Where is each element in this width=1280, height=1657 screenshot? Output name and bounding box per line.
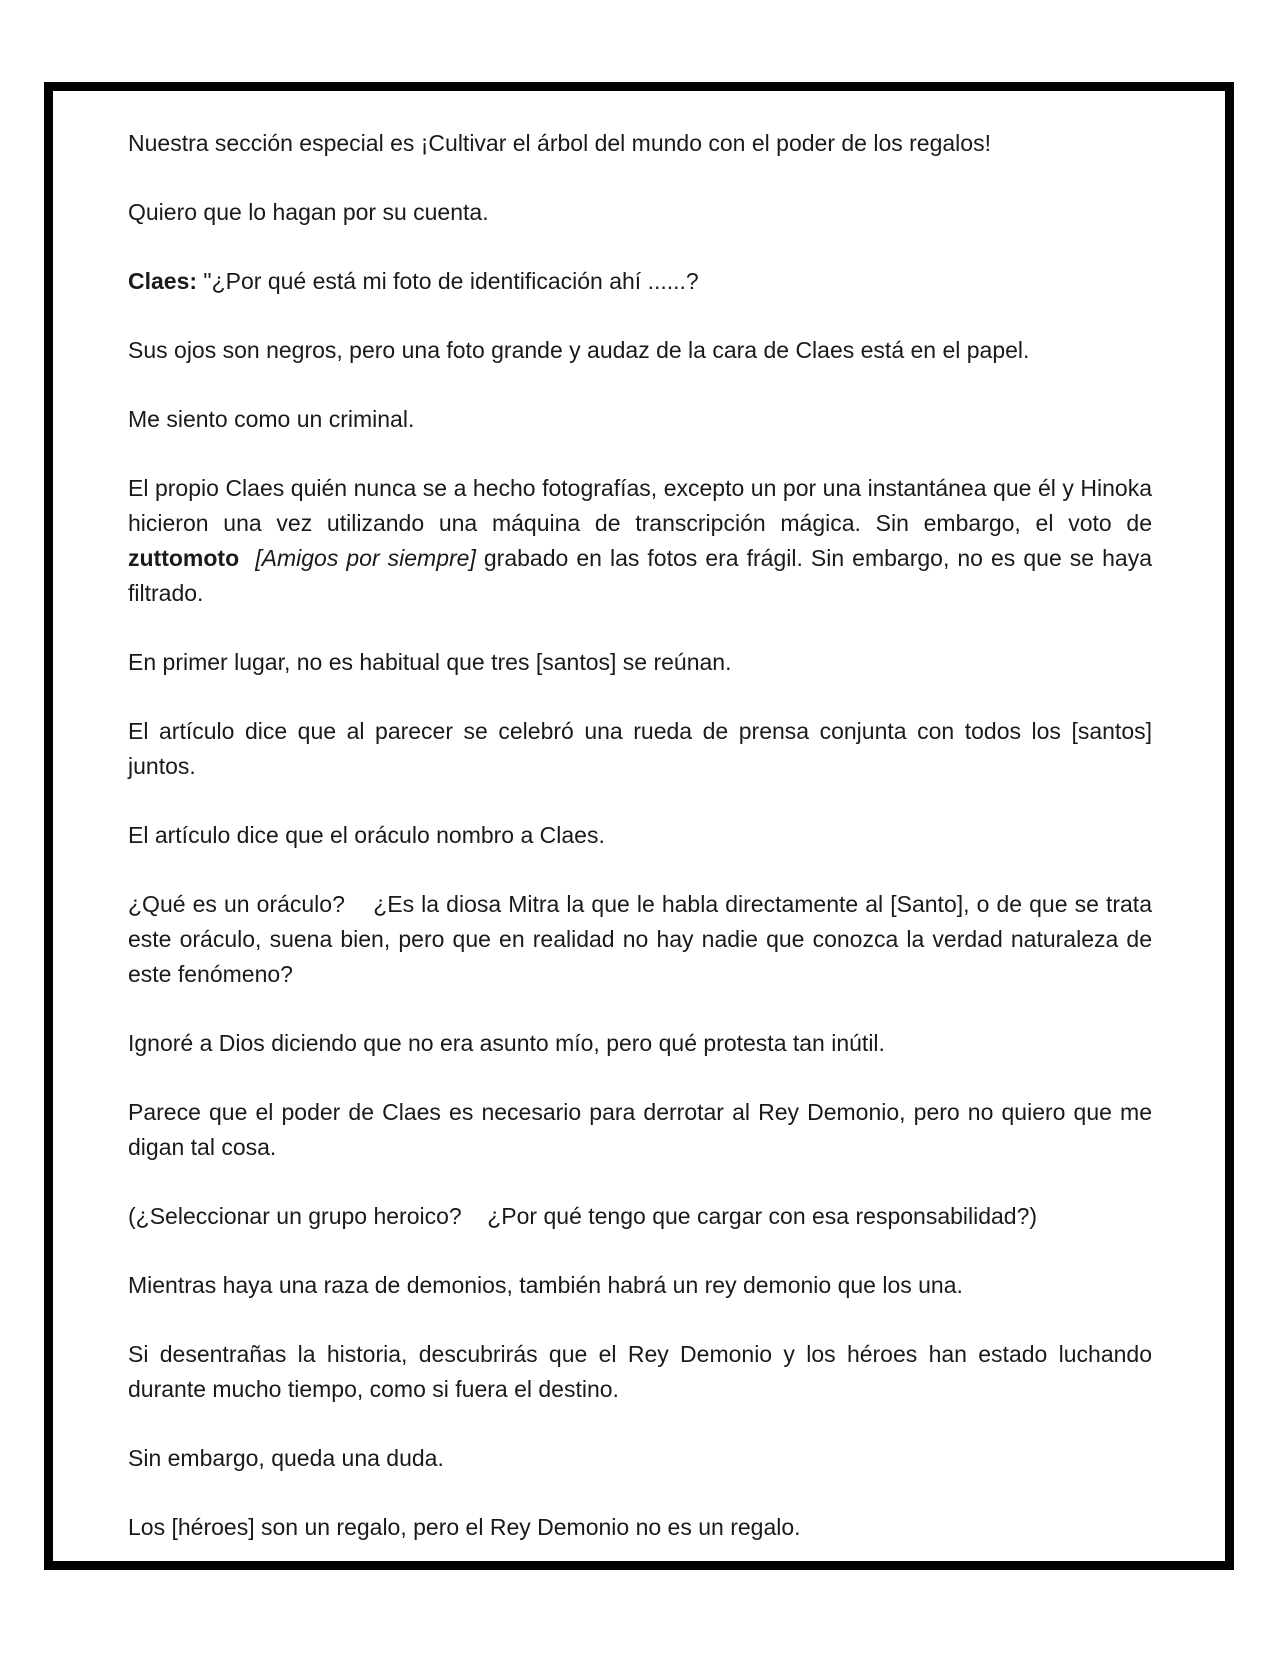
paragraph: En primer lugar, no es habitual que tres [santos] se reúnan. bbox=[128, 649, 732, 675]
paragraph: (¿Seleccionar un grupo heroico? ¿Por qué tengo que cargar con esa responsabilidad?) bbox=[128, 1203, 1038, 1229]
paragraph: El artículo dice que al parecer se celebró una rueda de prensa conjunta con todos los [santos] juntos. bbox=[128, 718, 1152, 779]
paragraph: Mientras haya una raza de demonios, también habrá un rey demonio que los una. bbox=[128, 1272, 963, 1298]
paragraph: Sus ojos son negros, pero una foto grande y audaz de la cara de Claes está en el papel. bbox=[128, 337, 1030, 363]
paragraph: Nuestra sección especial es ¡Cultivar el árbol del mundo con el poder de los regalos! bbox=[128, 130, 991, 156]
speaker-name: Claes: bbox=[128, 268, 198, 294]
photo-paragraph bbox=[128, 471, 1152, 611]
dialogue-paragraph bbox=[128, 264, 1152, 299]
italic-term: [Amigos por siempre] bbox=[255, 545, 476, 571]
paragraph: Los [héroes] son un regalo, pero el Rey Demonio no es un regalo. bbox=[128, 1514, 801, 1540]
paragraph: El artículo dice que el oráculo nombro a Claes. bbox=[128, 822, 605, 848]
bold-term: zuttomoto bbox=[128, 545, 240, 571]
paragraph: Ignoré a Dios diciendo que no era asunto mío, pero qué protesta tan inútil. bbox=[128, 1030, 885, 1056]
photo-paragraph-part1: El propio Claes quién nunca se a hecho fotografías, excepto un por una instantánea que él y Hinoka hicieron una vez utilizando una máquina de transcripción mágica. Sin embargo, el voto de bbox=[128, 475, 1152, 536]
dialogue-line: "¿Por qué está mi foto de identificación ahí ......? bbox=[197, 268, 699, 294]
paragraph: Quiero que lo hagan por su cuenta. bbox=[128, 199, 489, 225]
paragraph: Si desentrañas la historia, descubrirás que el Rey Demonio y los héroes han estado luchando durante mucho tiempo, como si fuera el destino. bbox=[128, 1341, 1152, 1402]
photo-paragraph-part2: grabado en las fotos era frágil. Sin embargo, no es que se haya filtrado. bbox=[128, 545, 1152, 606]
paragraph: Me siento como un criminal. bbox=[128, 406, 415, 432]
paragraph: Sin embargo, queda una duda. bbox=[128, 1445, 444, 1471]
paragraph: ¿Qué es un oráculo? ¿Es la diosa Mitra la que le habla directamente al [Santo], o de que se trata este oráculo, suena bien, pero que en realidad no hay nadie que conozca la verdad naturaleza de este fenómeno? bbox=[128, 891, 1159, 987]
paragraph: Parece que el poder de Claes es necesario para derrotar al Rey Demonio, pero no quiero que me digan tal cosa. bbox=[128, 1099, 1152, 1160]
document-body bbox=[128, 126, 1159, 1545]
